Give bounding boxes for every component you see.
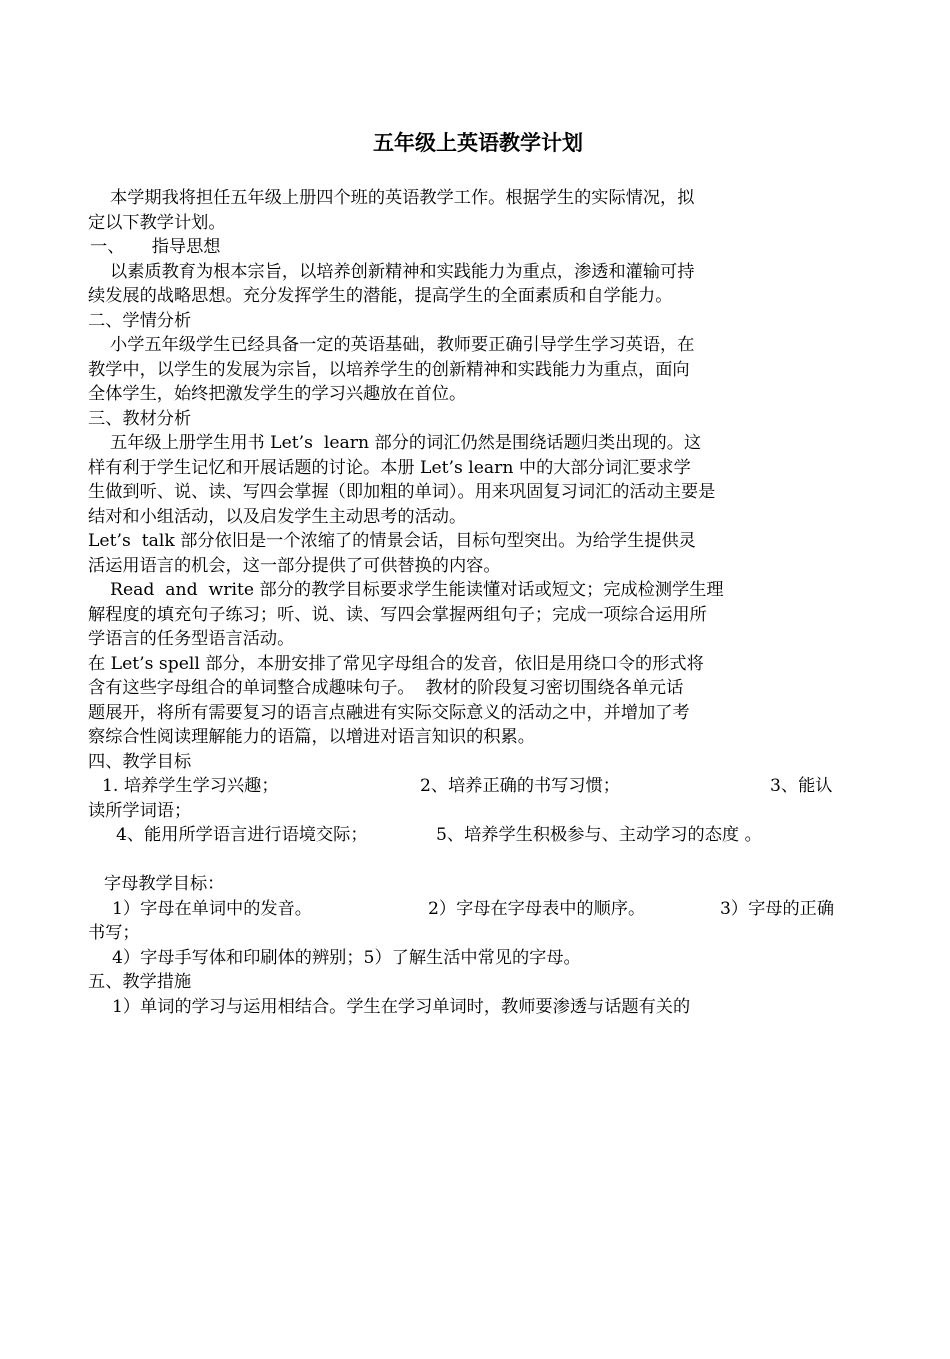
spacer <box>88 848 868 873</box>
document-body <box>88 186 868 1019</box>
section3-p2-line-1: Let’s talk 部分依旧是一个浓缩了的情景会话，目标句型突出。为给学生提供灵 <box>88 531 696 551</box>
goals-row-2 <box>88 823 868 848</box>
letter-goal-3-continued: 书写； <box>88 923 140 943</box>
intro-line-1: 本学期我将担任五年级上册四个班的英语教学工作。根据学生的实际情况，拟 <box>110 188 695 208</box>
document-title: 五年级上英语教学计划 <box>373 131 583 155</box>
section2-line-2: 教学中，以学生的发展为宗旨，以培养学生的创新精神和实践能力为重点，面向 <box>88 359 690 380</box>
section3-p1-line-2: 样有利于学生记忆和开展话题的讨论。本册 Let’s learn 中的大部分词汇要求学 <box>88 457 691 478</box>
section3-p4-line-2: 含有这些字母组合的单词整合成趣味句子。 教材的阶段复习密切围绕各单元话 <box>88 678 684 698</box>
goals-row-1 <box>88 774 868 799</box>
section4-heading: 四、教学目标 <box>88 751 192 772</box>
section2-heading: 二、学情分析 <box>88 310 192 331</box>
section5-line-1: 1）单词的学习与运用相结合。学生在学习单词时，教师要渗透与话题有关的 <box>112 996 691 1017</box>
section5-heading: 五、教学措施 <box>88 972 192 992</box>
intro-line-2: 定以下教学计划。 <box>88 212 226 233</box>
section3-p4-line-3: 题展开，将所有需要复习的语言点融进有实际交际意义的活动之中，并增加了考 <box>88 702 690 723</box>
section2-line-1: 小学五年级学生已经具备一定的英语基础，教师要正确引导学生学习英语，在 <box>110 335 695 355</box>
section3-p2-line-2: 活运用语言的机会，这一部分提供了可供替换的内容。 <box>88 555 501 576</box>
letter-goals-4-5: 4）字母手写体和印刷体的辨别；5）了解生活中常见的字母。 <box>112 947 581 968</box>
letter-goal-2: 2）字母在字母表中的顺序。 <box>428 898 646 919</box>
goal-2: 2、培养正确的书写习惯； <box>420 776 620 796</box>
section3-p4-line-4: 察综合性阅读理解能力的语篇，以增进对语言知识的积累。 <box>88 727 535 747</box>
section3-p1-line-4: 结对和小组活动，以及启发学生主动思考的活动。 <box>88 506 467 527</box>
section2-line-3: 全体学生，始终把激发学生的学习兴趣放在首位。 <box>88 384 467 404</box>
section3-p3-line-3: 学语言的任务型语言活动。 <box>88 629 295 649</box>
section1-line-1: 以素质教育为根本宗旨，以培养创新精神和实践能力为重点，渗透和灌输可持 <box>110 261 695 282</box>
document-page <box>88 126 868 1019</box>
section3-p3-line-2: 解程度的填充句子练习；听、说、读、写四会掌握两组句子；完成一项综合运用所 <box>88 604 707 625</box>
section3-p3-line-1: Read and write 部分的教学目标要求学生能读懂对话或短文；完成检测学生理 <box>110 580 724 600</box>
section3-heading: 三、教材分析 <box>88 408 192 429</box>
goal-3-continued: 读所学词语； <box>88 800 192 821</box>
letters-heading: 字母教学目标： <box>104 874 225 894</box>
letter-goal-1: 1）字母在单词中的发音。 <box>112 898 312 919</box>
goal-1: 1. 培养学生学习兴趣； <box>102 776 279 796</box>
section3-p4-line-1: 在 Let’s spell 部分，本册安排了常见字母组合的发音，依旧是用绕口令的形式将 <box>88 653 704 674</box>
goal-4: 4、能用所学语言进行语境交际； <box>116 825 368 845</box>
section3-p1-line-1: 五年级上册学生用书 Let’s learn 部分的词汇仍然是围绕话题归类出现的。这 <box>110 433 702 453</box>
letter-goal-3: 3）字母的正确 <box>720 898 835 919</box>
section3-p1-line-3: 生做到听、说、读、写四会掌握（即加粗的单词）。用来巩固复习词汇的活动主要是 <box>88 482 716 502</box>
goal-5: 5、培养学生积极参与、主动学习的态度 。 <box>436 825 762 845</box>
section1-heading: 一、 指导思想 <box>90 237 221 257</box>
goal-3: 3、能认 <box>770 776 833 796</box>
section1-line-2: 续发展的战略思想。充分发挥学生的潜能，提高学生的全面素质和自学能力。 <box>88 286 673 306</box>
letters-row-1 <box>88 897 868 922</box>
